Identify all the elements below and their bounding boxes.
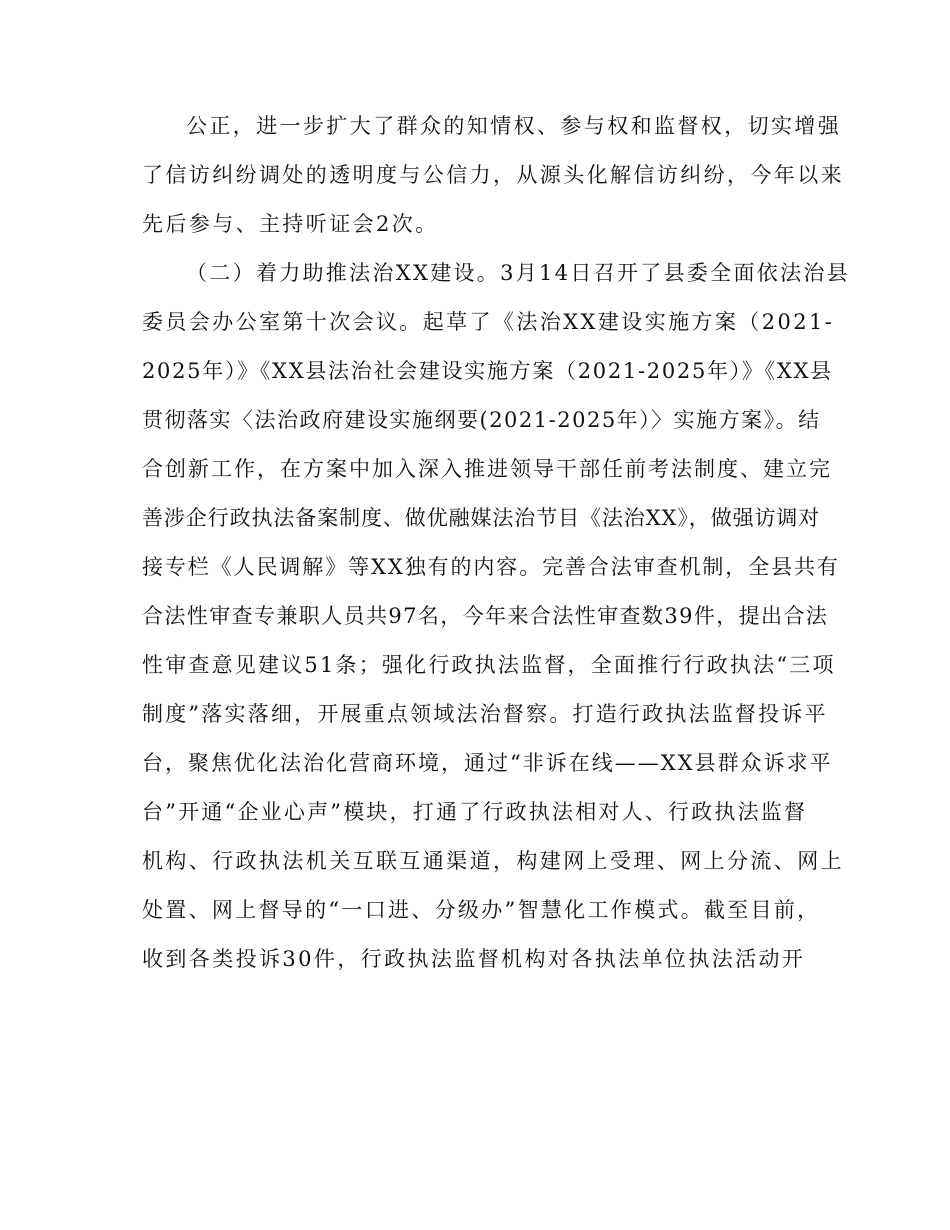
text-line: 先后参与、主持听证会2次。 — [142, 212, 439, 236]
text-line: 贯彻落实〈法治政府建设实施纲要(2021-2025年）〉实施方案》。结 — [142, 408, 821, 432]
text-line: 了信访纠纷调处的透明度与公信力，从源头化解信访纠纷，今年以来 — [142, 163, 844, 187]
text-line: 接专栏《人民调解》等XX独有的内容。完善合法审查机制，全县共有 — [142, 555, 840, 579]
text-line: 处置、网上督导的“一口进、分级办”智慧化工作模式。截至目前， — [142, 898, 821, 922]
text-line: 收到各类投诉30件，行政执法监督机构对各执法单位执法活动开 — [142, 947, 806, 971]
text-line: 善涉企行政执法备案制度、做优融媒法治节目《法治XX》，做强访调对 — [142, 506, 821, 530]
text-line: 公正，进一步扩大了群众的知情权、参与权和监督权，切实增强 — [186, 114, 842, 138]
text-line: 委员会办公室第十次会议。起草了《法治XX建设实施方案（2021- — [142, 310, 835, 334]
text-line: 机构、行政执法机关互联互通渠道，构建网上受理、网上分流、网上 — [142, 849, 844, 873]
text-line: 台，聚焦优化法治化营商环境，通过“非诉在线——XX县群众诉求平 — [142, 751, 833, 775]
text-line: 2025年）》《XX县法治社会建设实施方案（2021-2025年）》《XX县 — [142, 359, 833, 383]
text-line: 台”开通“企业心声”模块，打通了行政执法相对人、行政执法监督 — [142, 800, 808, 824]
text-line: 性审查意见建议51条；强化行政执法监督，全面推行行政执法“三项 — [142, 653, 836, 677]
text-line: 合法性审查专兼职人员共97名，今年来合法性审查数39件，提出合法 — [142, 604, 829, 628]
text-line: 合创新工作，在方案中加入深入推进领导干部任前考法制度、建立完 — [142, 457, 832, 481]
text-line: 制度”落实落细，开展重点领域法治督察。打造行政执法监督投诉平 — [142, 702, 828, 726]
text-line: （二）着力助推法治XX建设。3月14日召开了县委全面依法治县 — [186, 261, 850, 285]
